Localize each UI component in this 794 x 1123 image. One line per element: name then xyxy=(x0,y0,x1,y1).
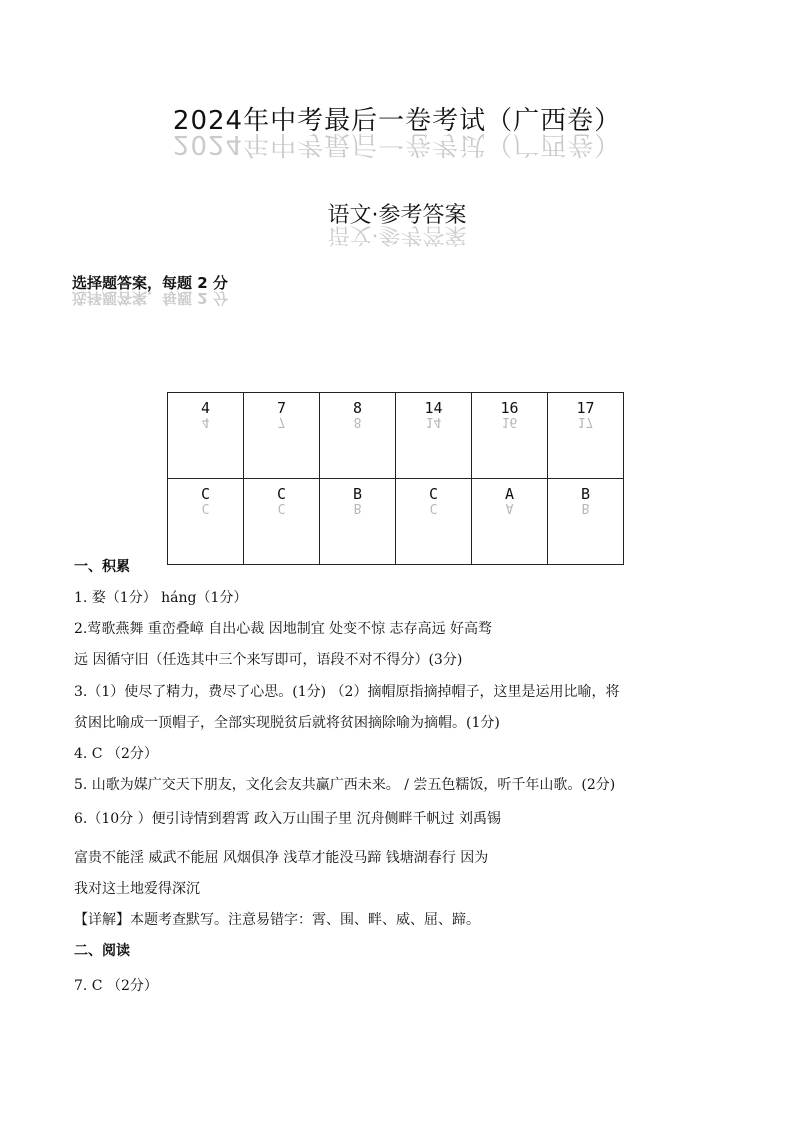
answer-cell: A A xyxy=(472,479,548,565)
answer-q3-line1: 3.（1）使尽了精力，费尽了心思。(1分) （2）摘帽原指摘掉帽子，这里是运用比喻，将 xyxy=(74,684,620,700)
question-cell: 14 14 xyxy=(396,393,472,479)
question-cell: 7 7 xyxy=(244,393,320,479)
question-cell: 17 17 xyxy=(548,393,624,479)
answer-q6-line1: 6.（10分 ）便引诗情到碧霄 政入万山围子里 沉舟侧畔千帆过 刘禹锡 xyxy=(74,811,501,827)
answer-table xyxy=(167,392,624,565)
answer-cell: B B xyxy=(320,479,396,565)
answer-q6-detail: 【详解】本题考查默写。注意易错字：霄、围、畔、威、屈、蹄。 xyxy=(74,912,480,928)
choice-header xyxy=(72,272,228,305)
choice-header-text: 选择题答案，每题 2 分 xyxy=(72,274,228,292)
answer-q7: 7. C （2分） xyxy=(74,978,158,994)
document-title-reflection: 2024年中考最后一卷考试（广西卷） xyxy=(172,129,622,159)
document-title xyxy=(0,100,794,157)
section-heading-accumulation: 一、积累 xyxy=(74,559,130,575)
question-cell: 8 8 xyxy=(320,393,396,479)
answer-cell: B B xyxy=(548,479,624,565)
answer-q6-line3: 我对这土地爱得深沉 xyxy=(74,881,200,897)
answer-q6-line2: 富贵不能淫 威武不能屈 风烟俱净 浅草才能没马蹄 钱塘湖春行 因为 xyxy=(74,850,489,866)
answer-cell: C C xyxy=(244,479,320,565)
answer-cell: C C xyxy=(396,479,472,565)
document-title-text: 2024年中考最后一卷考试（广西卷） xyxy=(172,106,622,136)
answer-q4: 4. C （2分） xyxy=(74,746,158,762)
answer-q2-line1: 2.莺歌燕舞 重峦叠嶂 自出心裁 因地制宜 处变不惊 志存高远 好高骛 xyxy=(74,621,493,637)
answer-q2-line2: 远 因循守旧（任选其中三个来写即可，语段不对不得分）(3分) xyxy=(74,652,463,668)
question-number-row xyxy=(168,393,624,479)
choice-header-reflection: 选择题答案，每题 2 分 xyxy=(72,289,228,307)
answer-row xyxy=(168,479,624,565)
section-heading-reading: 二、阅读 xyxy=(74,943,130,959)
question-cell: 16 16 xyxy=(472,393,548,479)
question-cell: 4 4 xyxy=(168,393,244,479)
document-subtitle-reflection: 语文·参考答案 xyxy=(327,222,467,247)
answer-q1: 1. 婺（1分） háng（1分） xyxy=(74,590,248,606)
document-subtitle-text: 语文·参考答案 xyxy=(327,203,467,228)
answer-q3-line2: 贫困比喻成一顶帽子，全部实现脱贫后就将贫困摘除喻为摘帽。(1分) xyxy=(74,715,500,731)
document-subtitle xyxy=(0,198,794,245)
answer-q5: 5. 山歌为媒广交天下朋友，文化会友共赢广西未来。 / 尝五色糯饭，听千年山歌。(2分) xyxy=(74,777,616,793)
answer-cell: C C xyxy=(168,479,244,565)
